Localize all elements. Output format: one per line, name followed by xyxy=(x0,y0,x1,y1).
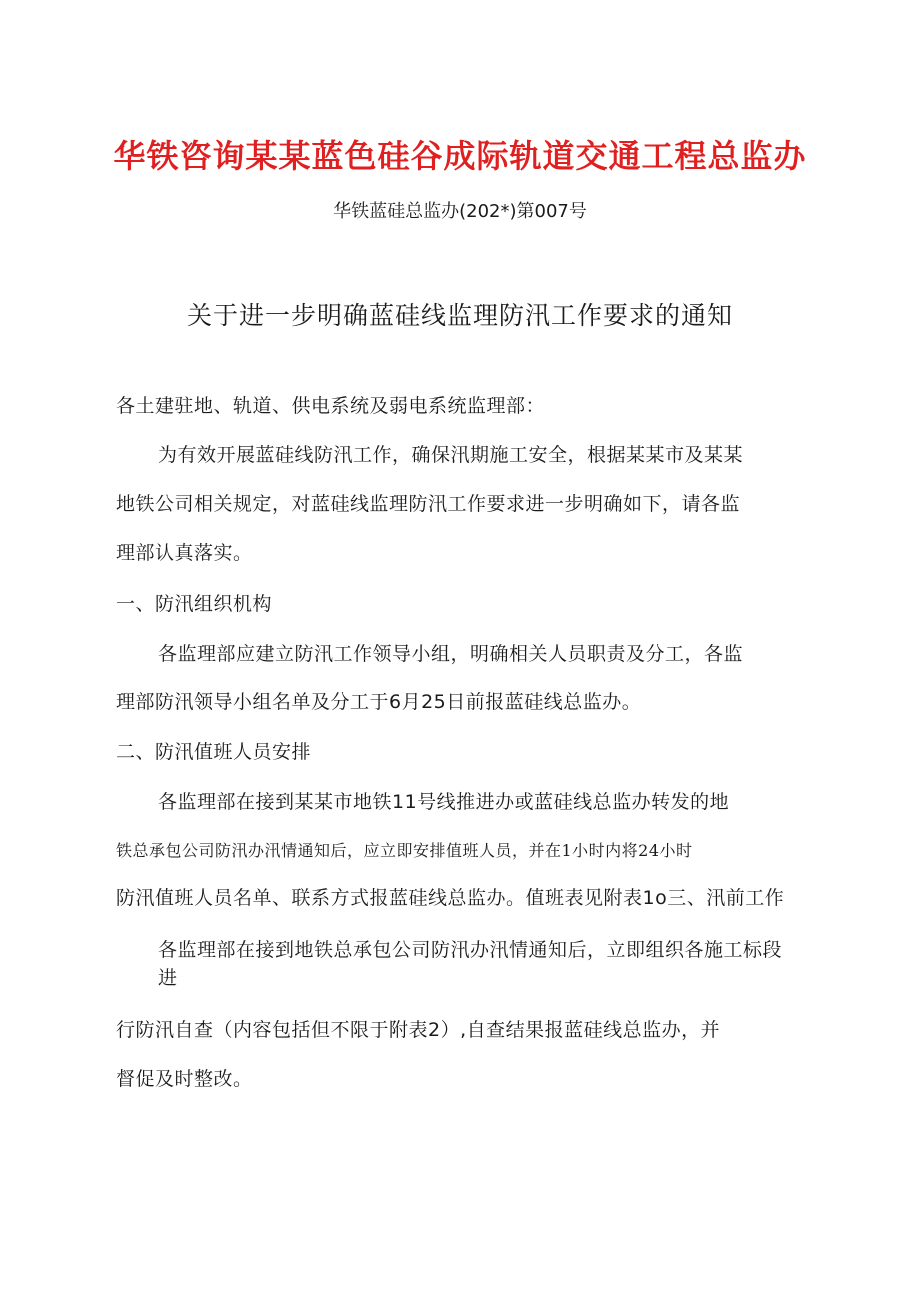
section-2-paragraph-line-1: 各监理部在接到某某市地铁11号线推进办或蓝硅线总监办转发的地 xyxy=(158,791,730,813)
section-2-heading: 二、防汛值班人员安排 xyxy=(116,741,312,763)
section-3-paragraph-line-1: 各监理部在接到地铁总承包公司防汛办汛情通知后，立即组织各施工标段 xyxy=(158,939,783,961)
section-2-paragraph-line-2: 铁总承包公司防汛办汛情通知后，应立即安排值班人员，并在1小时内将24小时 xyxy=(116,841,693,860)
section-1-heading: 一、防汛组织机构 xyxy=(116,593,273,615)
section-3-paragraph-line-1-wrap: 进 xyxy=(158,967,178,989)
section-3-paragraph-line-2: 行防汛自查（内容包括但不限于附表2）,自查结果报蓝硅线总监办，并 xyxy=(116,1019,721,1041)
notice-title: 关于进一步明确蓝硅线监理防汛工作要求的通知 xyxy=(186,301,733,330)
section-2-paragraph-line-3: 防汛值班人员名单、联系方式报蓝硅线总监办。值班表见附表1o三、汛前工作 xyxy=(116,887,785,909)
addressee: 各土建驻地、轨道、供电系统及弱电系统监理部： xyxy=(116,395,546,417)
intro-line-2: 地铁公司相关规定，对蓝硅线监理防汛工作要求进一步明确如下，请各监 xyxy=(116,493,741,515)
intro-line-1: 为有效开展蓝硅线防汛工作，确保汛期施工安全，根据某某市及某某 xyxy=(158,444,744,466)
intro-line-3: 理部认真落实。 xyxy=(116,542,253,564)
section-3-paragraph-line-3: 督促及时整改。 xyxy=(116,1068,253,1090)
organization-title: 华铁咨询某某蓝色硅谷成际轨道交通工程总监办 xyxy=(113,137,807,175)
document-number: 华铁蓝硅总监办(202*)第007号 xyxy=(333,201,587,222)
section-1-paragraph-line-1: 各监理部应建立防汛工作领导小组，明确相关人员职责及分工，各监 xyxy=(158,643,744,665)
section-1-paragraph-line-2: 理部防汛领导小组名单及分工于6月25日前报蓝硅线总监办。 xyxy=(116,691,642,713)
